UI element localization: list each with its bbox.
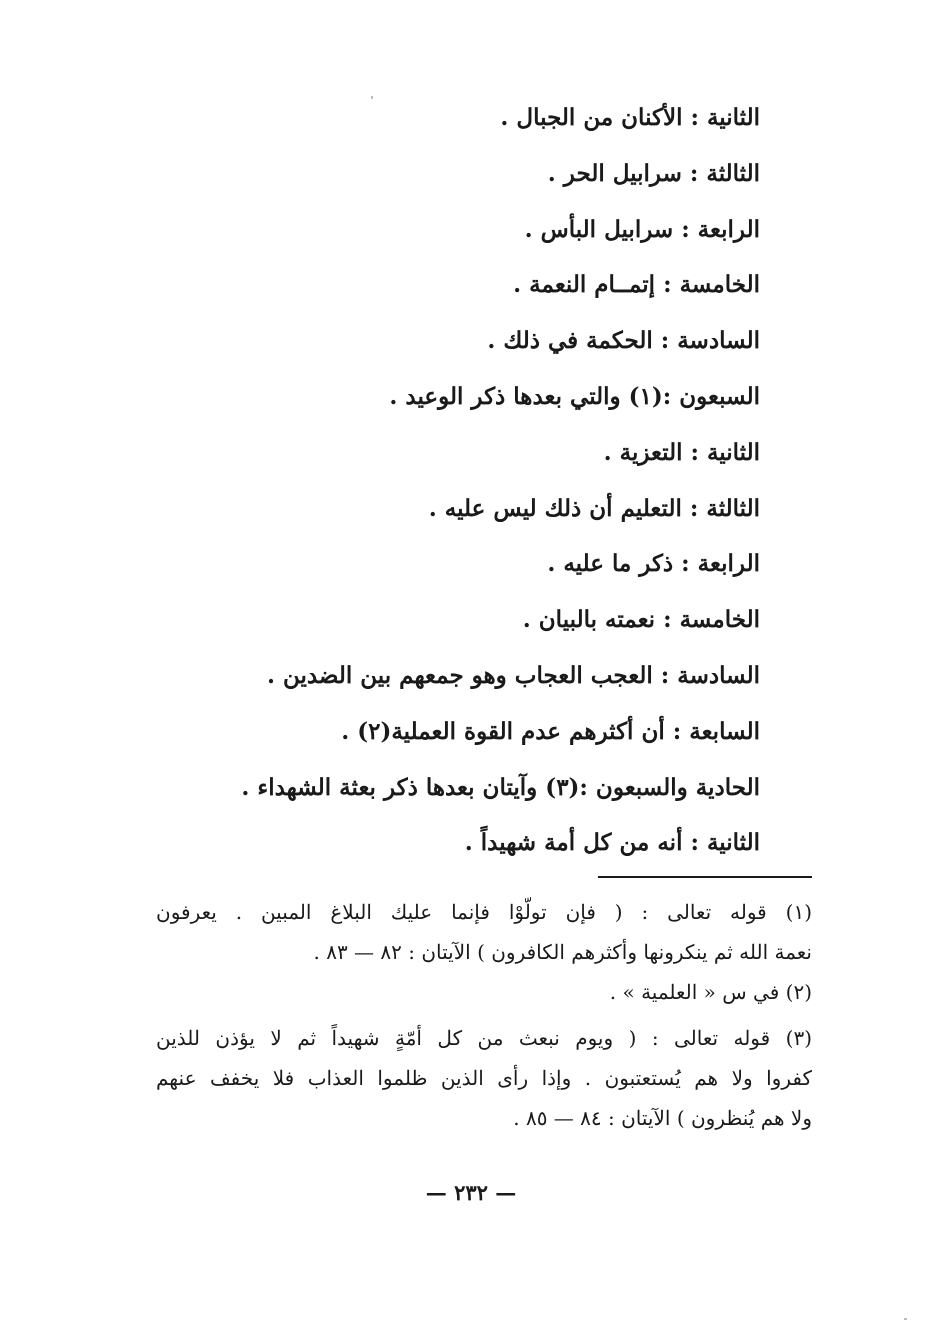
main-line: الثانية : أنه من كل أمة شهيداً . (464, 829, 760, 857)
footnote-line: كفروا ولا هم يُستعتبون . وإذا رأى الذين ظلموا العذاب فلا يخفف عنهم (156, 1066, 812, 1090)
footnote-2 (156, 972, 812, 1012)
main-line: الثالثة : التعليم أن ذلك ليس عليه . (428, 494, 760, 522)
main-line: السبعون :(١) والتي بعدها ذكر الوعيد . (389, 382, 760, 410)
page-number: — ٢٣٢ — (425, 1180, 517, 1205)
main-line: الثانية : الأكنان من الجبال . (500, 104, 760, 131)
main-line: الخامسة : نعمته بالبيان . (522, 606, 760, 634)
footnote-1 (156, 892, 812, 972)
scan-speck (904, 1318, 907, 1320)
main-line: الثالثة : سرابيل الحر . (547, 159, 760, 187)
scan-speck (371, 96, 373, 99)
footnote-3 (156, 1018, 812, 1138)
main-line: السادسة : العجب العجاب وهو جمعهم بين الضدين . (266, 661, 760, 689)
main-line: الرابعة : سرابيل البأس . (524, 215, 760, 243)
main-line: الرابعة : ذكر ما عليه . (547, 550, 760, 578)
main-line: الخامسة : إتمــام النعمة . (513, 271, 760, 299)
main-text (160, 98, 760, 879)
main-line: الثانية : التعزية . (603, 438, 760, 466)
footnote-separator (598, 876, 812, 878)
main-line: الحادية والسبعون :(٣) وآيتان بعدها ذكر بعثة الشهداء . (241, 773, 760, 801)
footnote-line: نعمة الله ثم ينكرونها وأكثرهم الكافرون ) الآيتان : ٨٢ — ٨٣ . (313, 940, 812, 964)
footnotes (156, 892, 812, 1138)
footnote-line: (٢) في س « العلمية » . (609, 980, 812, 1004)
footnote-line: (٣) قوله تعالى : ( ويوم نبعث من كل أمّةٍ شهيداً ثم لا يؤذن للذين (156, 1026, 812, 1050)
footnote-line: (١) قوله تعالى : ( فإن تولّوْا فإنما عليك البلاغ المبين . يعرفون (156, 900, 812, 924)
footnote-line: ولا هم يُنظرون ) الآيتان : ٨٤ — ٨٥ . (513, 1106, 812, 1130)
main-line: السادسة : الحكمة في ذلك . (487, 327, 760, 355)
main-line: السابعة : أن أكثرهم عدم القوة العملية(٢) . (341, 717, 760, 745)
